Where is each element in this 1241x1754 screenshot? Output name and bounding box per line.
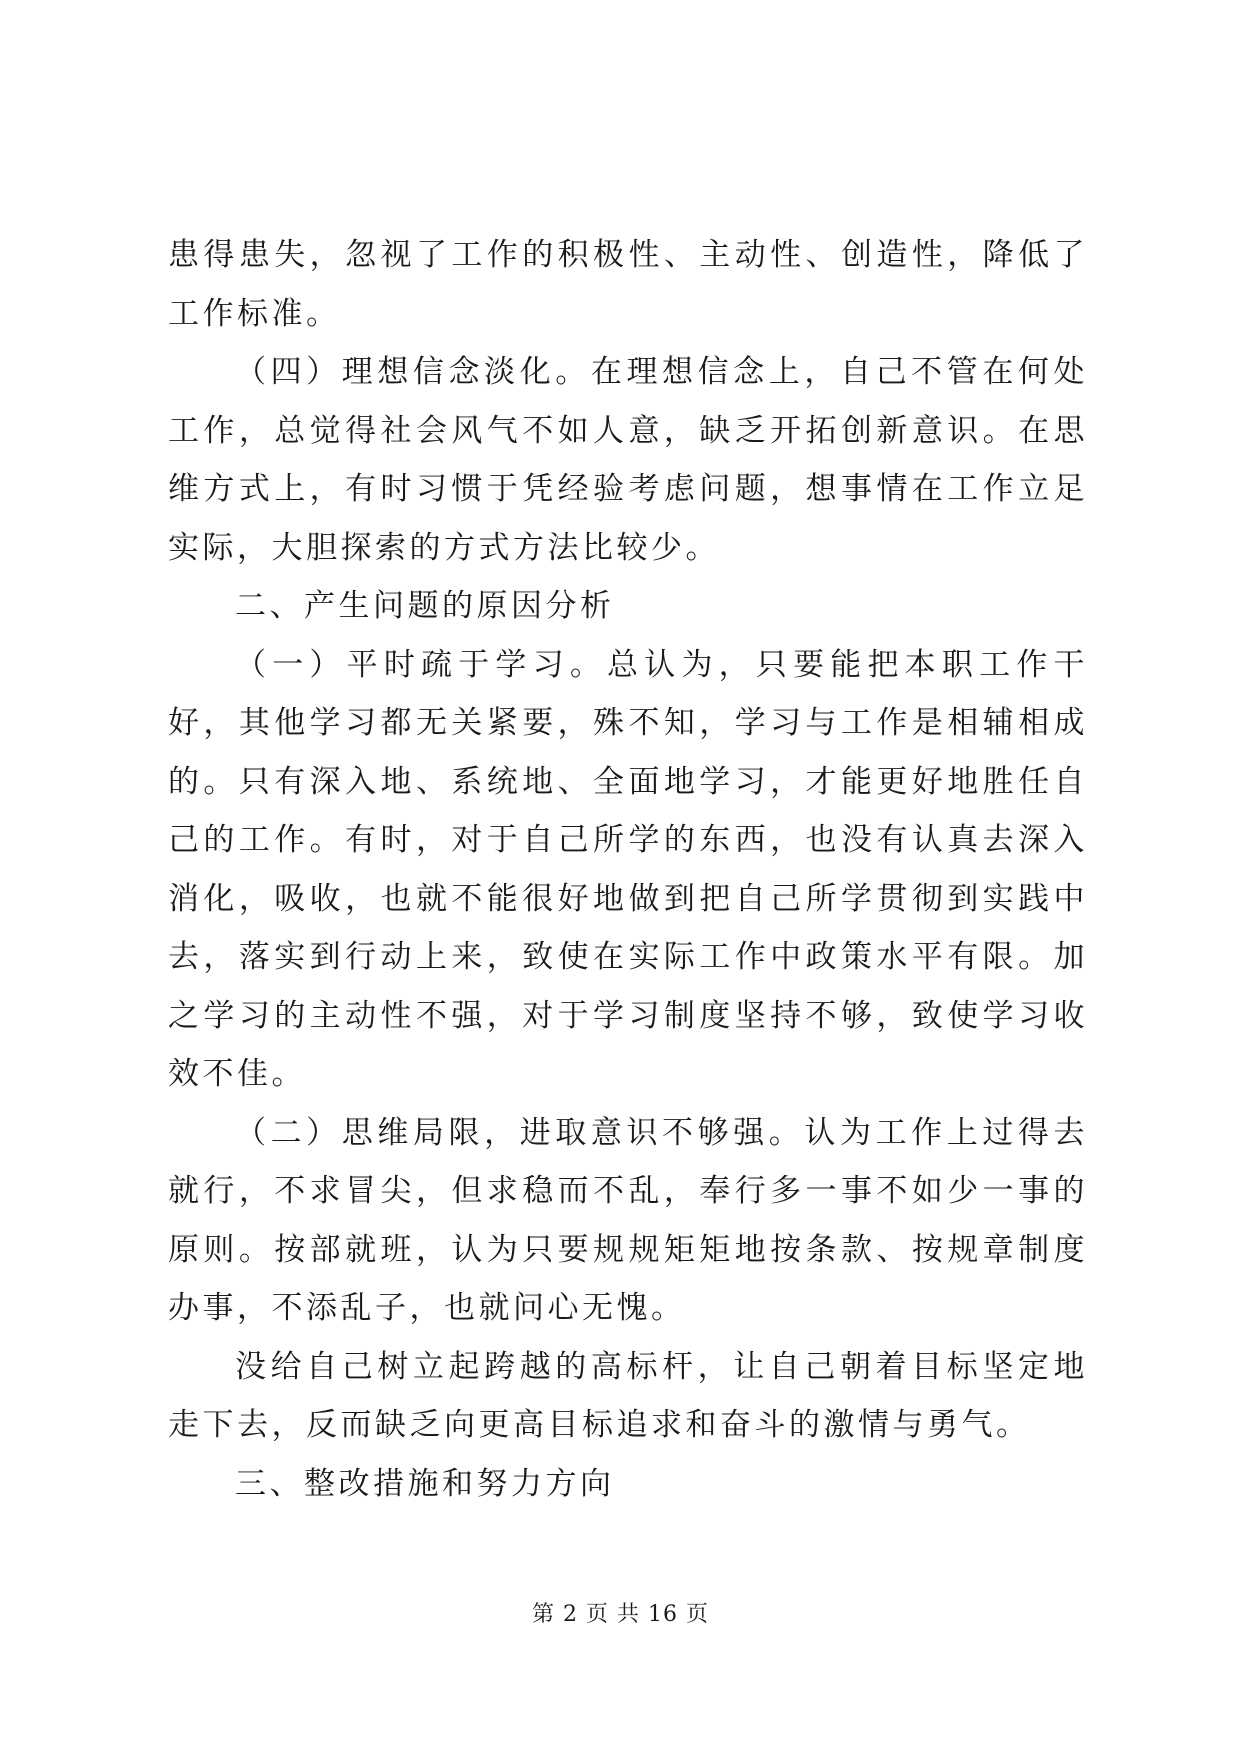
section-heading-cause-analysis: 二、产生问题的原因分析: [235, 588, 615, 624]
paragraph-thinking-limits: （二）思维局限，进取意识不够强。认为工作上过得去就行，不求冒尖，但求稳而不乱，奉行多一事不如少一事的原则。按部就班，认为只要规规矩矩地按条款、按规章制度办事，不添乱子，也就问心无愧。: [168, 1114, 1088, 1326]
section-heading-rectification: 三、整改措施和努力方向: [235, 1465, 615, 1502]
document-body: [168, 226, 1088, 1513]
paragraph-goals: 没给自己树立起跨越的高标杆，让自己朝着目标坚定地走下去，反而缺乏向更高目标追求和奋斗的激情与勇气。: [168, 1348, 1088, 1443]
page-number-footer: 第 2 页 共 16 页: [532, 1602, 709, 1627]
paragraph-study: （一）平时疏于学习。总认为，只要能把本职工作干好，其他学习都无关紧要，殊不知，学习与工作是相辅相成的。只有深入地、系统地、全面地学习，才能更好地胜任自己的工作。有时，对于自己所学的东西，也没有认真去深入消化，吸收，也就不能很好地做到把自己所学贯彻到实践中去，落实到行动上来，致使在实际工作中政策水平有限。加之学习的主动性不强，对于学习制度坚持不够，致使学习收效不佳。: [168, 646, 1088, 1092]
paragraph-1: 患得患失，忽视了工作的积极性、主动性、创造性，降低了工作标准。: [168, 237, 1088, 332]
paragraph-ideal-belief: （四）理想信念淡化。在理想信念上，自己不管在何处工作，总觉得社会风气不如人意，缺乏开拓创新意识。在思维方式上，有时习惯于凭经验考虑问题，想事情在工作立足实际，大胆探索的方式方法比较少。: [168, 354, 1088, 566]
